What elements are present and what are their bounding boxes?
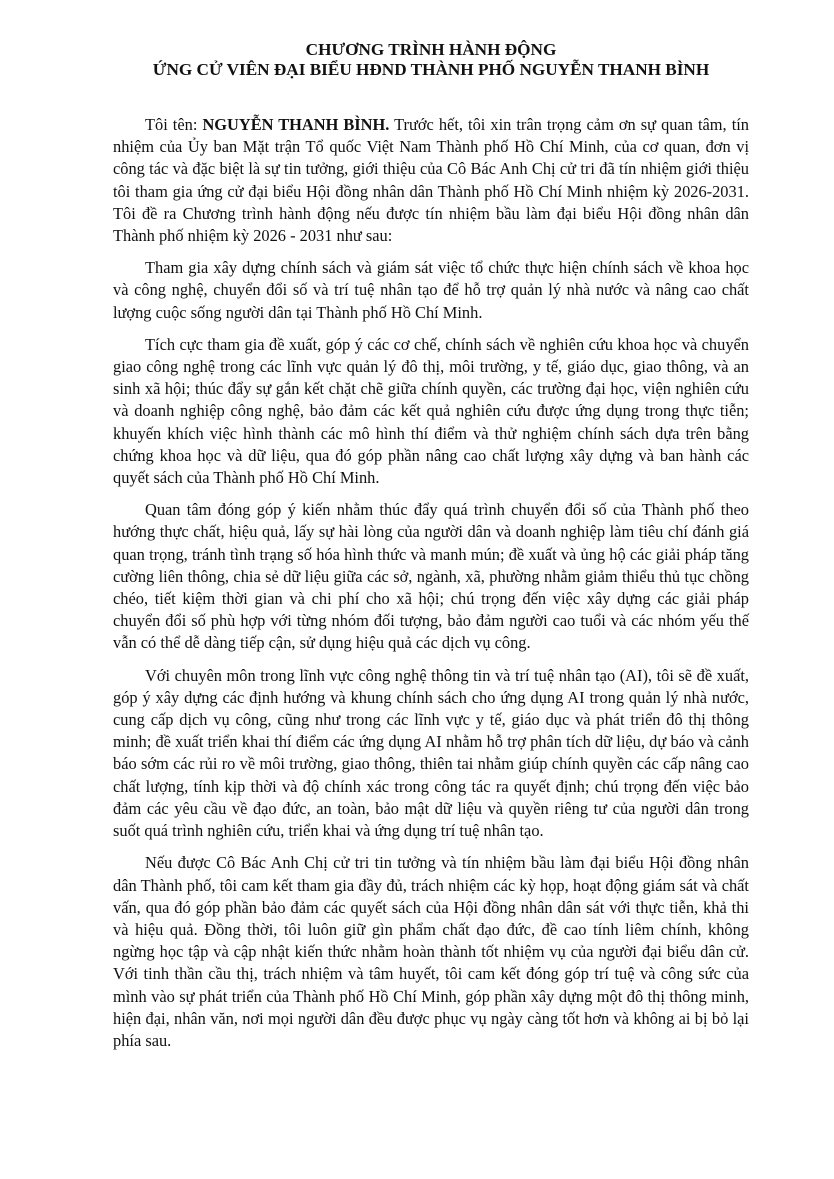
candidate-name: NGUYỄN THANH BÌNH. — [202, 115, 390, 134]
intro-paragraph — [113, 114, 749, 247]
title-spacer — [113, 80, 749, 114]
document-title-line-2: ỨNG CỬ VIÊN ĐẠI BIỂU HĐND THÀNH PHỐ NGUYỄN THANH BÌNH — [152, 60, 710, 79]
intro-prefix: Tôi tên: — [145, 115, 203, 134]
intro-text: Trước hết, tôi xin trân trọng cảm ơn sự quan tâm, tín nhiệm của Ủy ban Mặt trận Tổ quốc Việt Nam Thành phố Hồ Chí Minh, của cơ quan, đơn vị công tác và đặc biệt là sự tin tưởng, giới thiệu của Cô Bác Anh Chị cử tri đã tín nhiệm giới thiệu tôi tham gia ứng cử đại biểu Hội đồng nhân dân Thành phố Hồ Chí Minh nhiệm kỳ 2026-2031. Tôi đề ra Chương trình hành động nếu được tín nhiệm bầu làm đại biểu Hội đồng nhân dân Thành phố nhiệm kỳ 2026 - 2031 như sau: — [113, 115, 749, 246]
paragraph-5: Nếu được Cô Bác Anh Chị cử tri tin tưởng và tín nhiệm bầu làm đại biểu Hội đồng nhân dân Thành phố, tôi cam kết tham gia đầy đủ, trách nhiệm các kỳ họp, hoạt động giám sát và chất vấn, qua đó góp phần bảo đảm các quyết sách của Hội đồng nhân dân sát với thực tiễn, khả thi và hiệu quả. Đồng thời, tôi luôn giữ gìn phẩm chất đạo đức, đề cao tính liêm chính, không ngừng học tập và cập nhật kiến thức nhằm hoàn thành tốt nhiệm vụ của người đại biểu dân cử. Với tinh thần cầu thị, trách nhiệm và tâm huyết, tôi cam kết đóng góp trí tuệ và công sức của mình vào sự phát triển của Thành phố Hồ Chí Minh, góp phần xây dựng một đô thị thông minh, hiện đại, nhân văn, nơi mọi người dân đều được phục vụ ngày càng tốt hơn và không ai bị bỏ lại phía sau. — [113, 853, 749, 1050]
document-page — [113, 40, 749, 1052]
document-title-line-1: CHƯƠNG TRÌNH HÀNH ĐỘNG — [305, 40, 557, 59]
paragraph-1: Tham gia xây dựng chính sách và giám sát việc tổ chức thực hiện chính sách về khoa học và công nghệ, chuyển đổi số và trí tuệ nhân tạo để hỗ trợ quản lý nhà nước và nâng cao chất lượng cuộc sống người dân tại Thành phố Hồ Chí Minh. — [113, 258, 749, 322]
paragraph-4: Với chuyên môn trong lĩnh vực công nghệ thông tin và trí tuệ nhân tạo (AI), tôi sẽ đề xuất, góp ý xây dựng các định hướng và khung chính sách cho ứng dụng AI trong quản lý nhà nước, cung cấp dịch vụ công, cũng như trong các lĩnh vực y tế, giáo dục và phát triển đô thị thông minh; đề xuất triển khai thí điểm các ứng dụng AI nhằm hỗ trợ phân tích dữ liệu, dự báo và cảnh báo sớm các rủi ro về môi trường, giao thông, thiên tai nhằm giúp chính quyền các cấp nâng cao chất lượng, tính kịp thời và độ chính xác trong công tác ra quyết định; chú trọng đến việc bảo đảm các yêu cầu về đạo đức, an toàn, bảo mật dữ liệu và quyền riêng tư của người dân trong suốt quá trình nghiên cứu, triển khai và ứng dụng trí tuệ nhân tạo. — [113, 665, 749, 841]
paragraph-gap — [113, 655, 749, 665]
paragraph-gap — [113, 324, 749, 334]
paragraph-2: Tích cực tham gia đề xuất, góp ý các cơ chế, chính sách về nghiên cứu khoa học và chuyển giao công nghệ trong các lĩnh vực quản lý đô thị, môi trường, y tế, giáo dục, giao thông, và an sinh xã hội; thúc đẩy sự gắn kết chặt chẽ giữa chính quyền, các trường đại học, viện nghiên cứu và doanh nghiệp công nghệ, bảo đảm các kết quả nghiên cứu được ứng dụng trong thực tiễn; khuyến khích việc hình thành các mô hình thí điểm và thử nghiệm chính sách dựa trên bằng chứng khoa học và dữ liệu, qua đó góp phần nâng cao chất lượng xây dựng và ban hành các quyết sách của Thành phố Hồ Chí Minh. — [113, 334, 749, 488]
paragraph-gap — [113, 842, 749, 852]
paragraph-gap — [113, 489, 749, 499]
paragraph-gap — [113, 247, 749, 257]
paragraph-3: Quan tâm đóng góp ý kiến nhằm thúc đẩy quá trình chuyển đổi số của Thành phố theo hướng thực chất, hiệu quả, lấy sự hài lòng của người dân và doanh nghiệp làm tiêu chí đánh giá quan trọng, tránh tình trạng số hóa hình thức và manh mún; đề xuất và ủng hộ các giải pháp tăng cường liên thông, chia sẻ dữ liệu giữa các sở, ngành, xã, phường nhằm giảm thiểu thủ tục chồng chéo, tiết kiệm thời gian và chi phí cho xã hội; chú trọng đến việc xây dựng các giải pháp chuyển đổi số phù hợp với từng nhóm đối tượng, bảo đảm người cao tuổi và các nhóm yếu thế vẫn có thể dễ dàng tiếp cận, sử dụng hiệu quả các dịch vụ công. — [113, 500, 749, 653]
